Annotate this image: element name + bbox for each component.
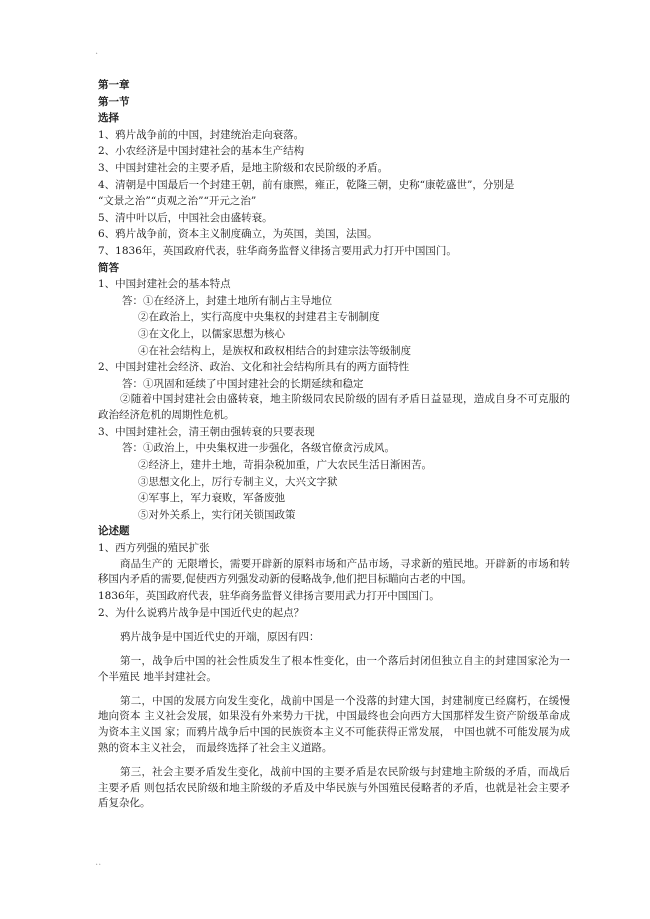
short-q3-answer: ④军事上，军力衰败，军备废弛	[138, 492, 285, 505]
short-q2-answer: 答：①巩固和延续了中国封建社会的长期延续和稳定	[122, 377, 364, 390]
essay-reason-3: 第三，社会主要矛盾发生变化，战前中国的主要矛盾是农民阶级与封建地主阶级的矛盾，而战后主要矛盾 则包括农民阶级和地主阶级的矛盾及中华民族与外国殖民侵略者的矛盾，也就是社会主要矛盾复杂化。	[98, 765, 570, 810]
top-mark: ·	[95, 49, 99, 60]
choice-item: 1、鸦片战争前的中国，封建统治走向衰落。	[98, 128, 305, 141]
short-q2-answer-paragraph: ②随着中国封建社会由盛转衰，地主阶级同农民阶级的固有矛盾日益显现，造成自身不可克服的政治经济危机的周期性危机。	[98, 393, 570, 422]
choice-item: 3、中国封建社会的主要矛盾，是地主阶级和农民阶级的矛盾。	[98, 161, 389, 174]
choice-item: 4、清朝是中国最后一个封建王朝，前有康熙，雍正，乾隆三朝，史称“康乾盛世”，分别是	[98, 178, 515, 191]
short-q3-answer: ⑤对外关系上，实行闭关锁国政策	[138, 508, 296, 521]
essay-intro: 鸦片战争是中国近代史的开端，原因有四：	[120, 631, 320, 644]
short-q1-answer: 答：①在经济上，封建土地所有制占主导地位	[122, 294, 332, 307]
choice-item: 6、鸦片战争前，资本主义制度确立，为英国，美国，法国。	[98, 228, 378, 241]
essay-question-1: 1、西方列强的殖民扩张	[98, 542, 210, 555]
short-question-2: 2、中国封建社会经济、政治、文化和社会结构所具有的两方面特性	[98, 361, 410, 374]
choice-item: 7、1836年，英国政府代表，驻华商务监督义律扬言要用武力打开中国国门。	[98, 244, 457, 257]
essay-paragraph-tail: 1836年，英国政府代表，驻华商务监督义律扬言要用武力打开中国国门。	[98, 590, 440, 603]
document-content	[98, 77, 570, 812]
essay-reason-2: 第二，中国的发展方向发生变化，战前中国是一个没落的封建大国，封建制度已经腐朽，在缓慢地向资本 主义社会发展，如果没有外来势力干扰，中国最终也会向西方大国那样发生资产阶级革命成为资本主义国 家；而鸦片战争后中国的民族资本主义不可能获得正常发展， 中国也就不可能发展为成熟的资本主义社会， 而最终选择了社会主义道路。	[98, 694, 570, 754]
short-answer-heading: 简答	[98, 261, 119, 274]
short-q1-answer: ④在社会结构上，是族权和政权相结合的封建宗法等级制度	[138, 344, 411, 357]
choice-item: 2、小农经济是中国封建社会的基本生产结构	[98, 145, 305, 158]
essay-question-2: 2、为什么说鸦片战争是中国近代史的起点？	[98, 606, 305, 619]
essay-reason-1: 第一，战争后中国的社会性质发生了根本性变化，由一个落后封闭但独立自主的封建国家沦为一个半殖民 地半封建社会。	[98, 655, 570, 683]
short-question-3: 3、中国封建社会，清王朝由强转衰的只要表现	[98, 425, 315, 438]
short-q1-answer: ②在政治上，实行高度中央集权的封建君主专制制度	[138, 311, 380, 324]
short-question-1: 1、中国封建社会的基本特点	[98, 278, 231, 291]
choice-item-continuation: “文景之治”“贞观之治”“开元之治”	[98, 195, 257, 208]
short-q3-answer: 答：①政治上，中央集权进一步强化，各级官僚贪污成风。	[122, 442, 395, 455]
bottom-mark: ..	[95, 857, 102, 868]
short-q1-answer: ③在文化上，以儒家思想为核心	[138, 327, 285, 340]
short-q3-answer: ③思想文化上，厉行专制主义，大兴文字狱	[138, 475, 338, 488]
essay-paragraph: 商品生产的 无限增长，需要开辟新的原料市场和产品市场，寻求新的殖民地。开辟新的市场和转移国内矛盾的需要,促使西方列强发动新的侵略战争,他们把目标瞄向古老的中国。	[98, 557, 570, 586]
choice-heading: 选择	[98, 112, 119, 125]
choice-item: 5、清中叶以后，中国社会由盛转衰。	[98, 211, 273, 224]
short-q3-answer: ②经济上，建井土地，苛捐杂税加重，广大农民生活日渐困苦。	[138, 459, 432, 472]
essay-heading: 论述题	[98, 525, 130, 538]
section-heading: 第一节	[98, 95, 130, 108]
chapter-heading: 第一章	[98, 79, 130, 91]
